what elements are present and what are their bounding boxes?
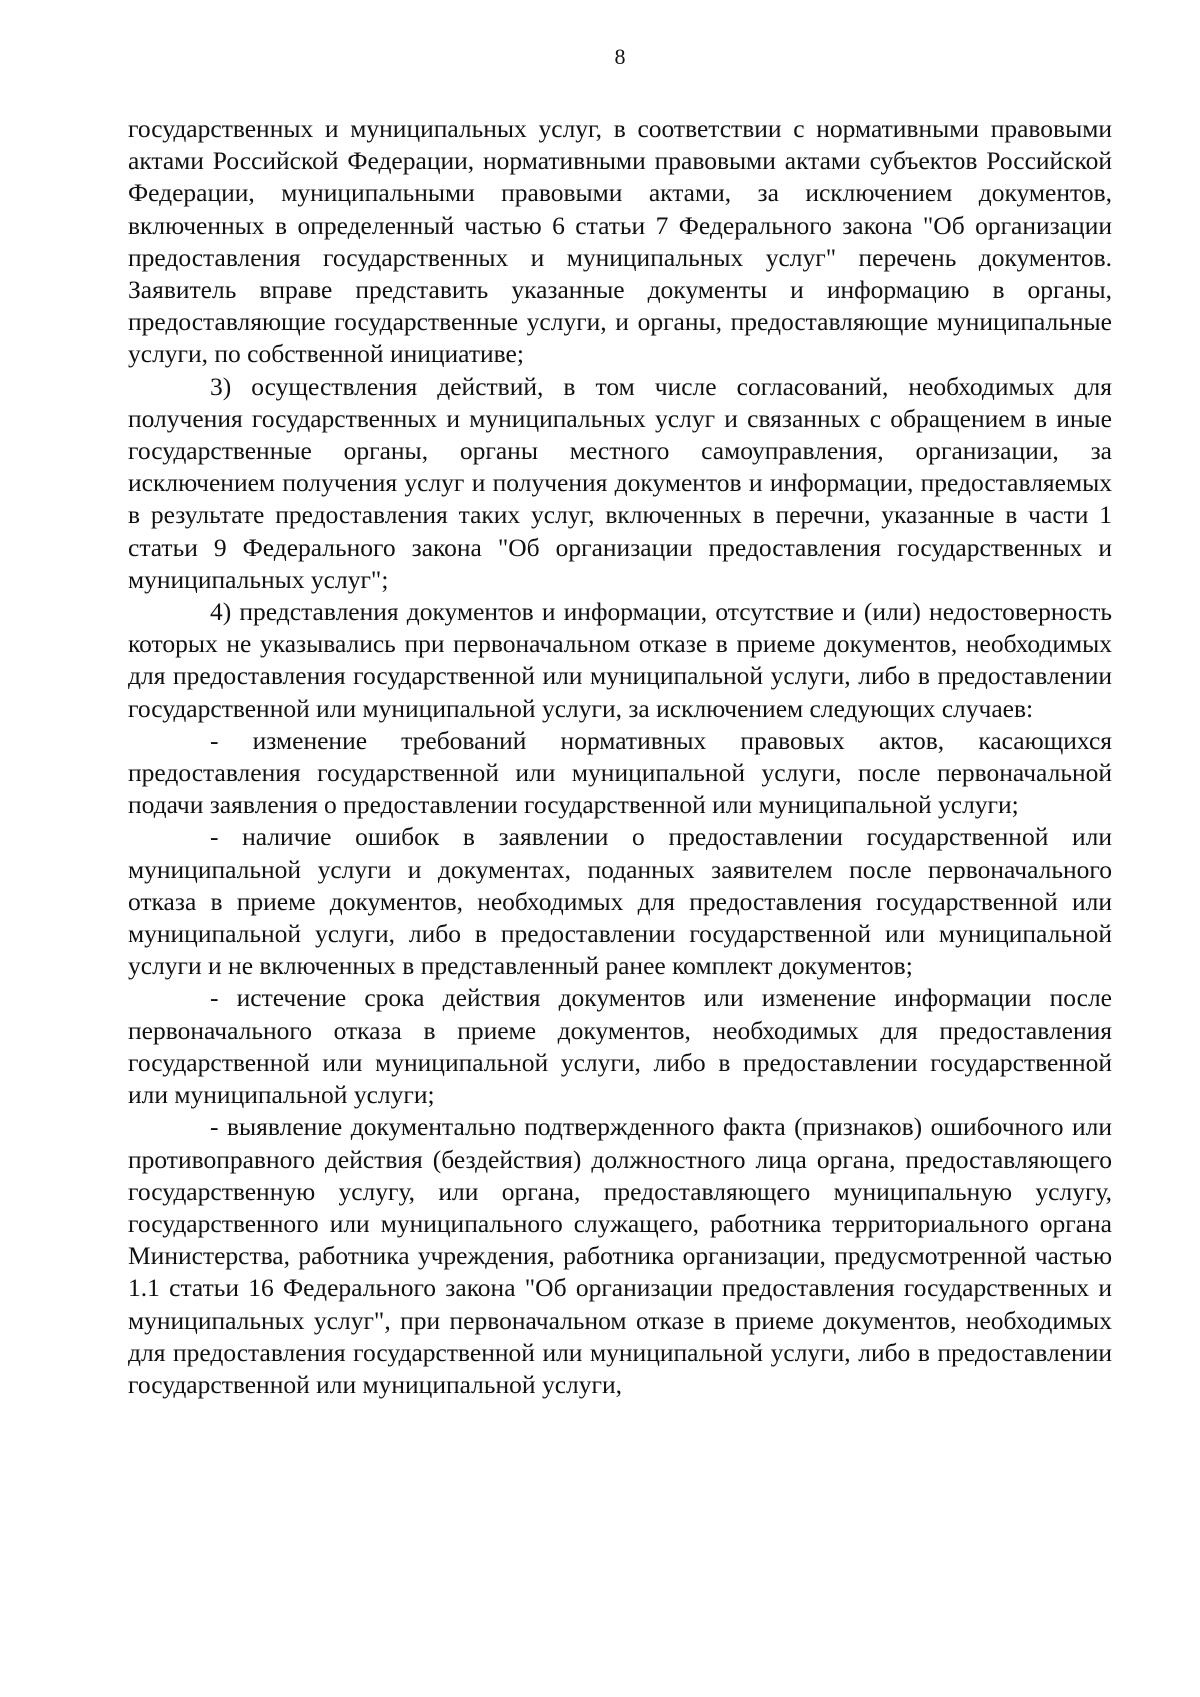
list-item-case-4: - выявление документально подтвержденного факта (признаков) ошибочного или противоправного действия (бездействия) должностного лица органа, предоставляющего государственную услугу, или органа, предоставляющего муниципальную услугу, государственного или муниципального служащего, работника территориального органа Министерства, работника учреждения, работника организации, предусмотренной частью 1.1 статьи 16 Федерального закона "Об организации предоставления государственных и муниципальных услуг", при первоначальном отказе в приеме документов, необходимых для предоставления государственной или муниципальной услуги, либо в предоставлении государственной или муниципальной услуги,: [128, 1112, 1112, 1399]
page-number: 8: [614, 44, 626, 69]
list-item-case-3: - истечение срока действия документов или изменение информации после первоначального отказа в приеме документов, необходимых для предоставления государственной или муниципальной услуги, либо в предоставлении государственной или муниципальной услуги;: [128, 983, 1112, 1110]
document-body: [128, 113, 1112, 1401]
list-item-case-1: - изменение требований нормативных правовых актов, касающихся предоставления государственной или муниципальной услуги, после первоначальной подачи заявления о предоставлении государственной или муниципальной услуги;: [128, 725, 1112, 820]
paragraph-continuation: государственных и муниципальных услуг, в соответствии с нормативными правовыми актами Российской Федерации, нормативными правовыми актами субъектов Российской Федерации, муниципальными правовыми актами, за исключением документов, включенных в определенный частью 6 статьи 7 Федерального закона "Об организации предоставления государственных и муниципальных услуг" перечень документов. Заявитель вправе представить указанные документы и информацию в органы, предоставляющие государственные услуги, и органы, предоставляющие муниципальные услуги, по собственной инициативе;: [128, 114, 1112, 369]
paragraph-item-4: 4) представления документов и информации, отсутствие и (или) недостоверность которых не указывались при первоначальном отказе в приеме документов, необходимых для предоставления государственной или муниципальной услуги, либо в предоставлении государственной или муниципальной услуги, за исключением следующих случаев:: [128, 597, 1112, 723]
list-item-case-2: - наличие ошибок в заявлении о предоставлении государственной или муниципальной услуги и документах, поданных заявителем после первоначального отказа в приеме документов, необходимых для предоставления государственной или муниципальной услуги, либо в предоставлении государственной или муниципальной услуги и не включенных в представленный ранее комплект документов;: [128, 822, 1112, 981]
paragraph-item-3: 3) осуществления действий, в том числе согласований, необходимых для получения государственных и муниципальных услуг и связанных с обращением в иные государственные органы, органы местного самоуправления, организации, за исключением получения услуг и получения документов и информации, предоставляемых в результате предоставления таких услуг, включенных в перечни, указанные в части 1 статьи 9 Федерального закона "Об организации предоставления государственных и муниципальных услуг";: [128, 371, 1112, 594]
